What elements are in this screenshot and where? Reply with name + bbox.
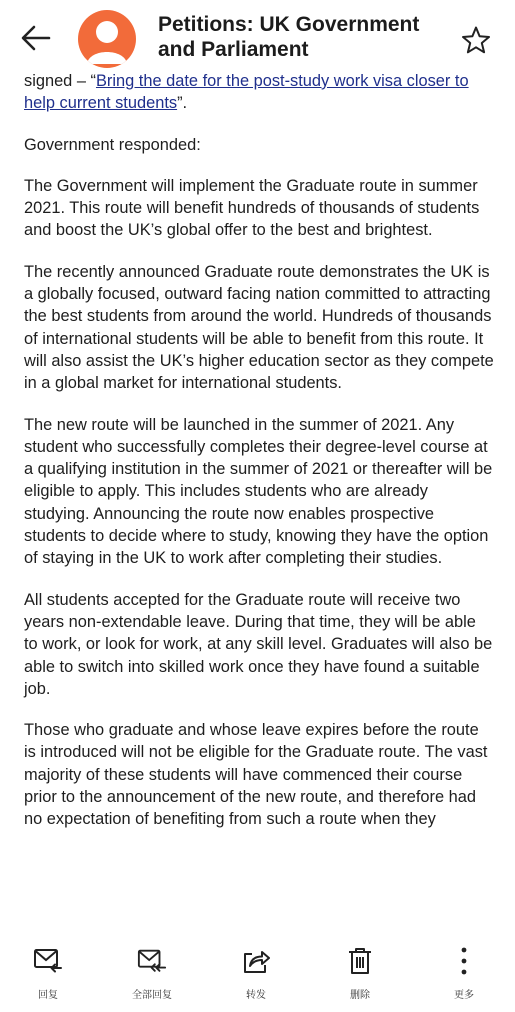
- trash-icon: [347, 946, 373, 976]
- star-icon: [461, 25, 491, 55]
- reply-all-icon: [137, 947, 167, 975]
- forward-label: 转发: [246, 990, 266, 1001]
- message-body: [24, 70, 494, 850]
- reply-button[interactable]: [18, 946, 78, 1004]
- title-line-1: Petitions: UK Government: [158, 13, 420, 36]
- reply-icon: [33, 947, 63, 975]
- reply-all-button[interactable]: [122, 946, 182, 1004]
- intro-suffix: ”.: [177, 94, 188, 113]
- sender-avatar[interactable]: [78, 10, 136, 68]
- page-title: [158, 12, 438, 62]
- delete-button[interactable]: [330, 946, 390, 1004]
- responded-heading: Government responded:: [24, 135, 201, 154]
- back-button[interactable]: [18, 20, 54, 56]
- forward-icon: [241, 947, 271, 975]
- response-paragraph-1: The Government will implement the Graduate route in summer 2021. This route will benefit hundreds of thousands of students and boost the UK’s global offer to the best and brightest.: [24, 176, 480, 240]
- response-paragraph-3: The new route will be launched in the summer of 2021. Any student who successfully completes their degree-level course at a qualifying institution in the summer of 2021 or thereafter will be eligible to apply. This includes students who are already studying. Announcing the route now enables prospective students to decide where to study, knowing they have the option of staying in the UK to work after completing their studies.: [24, 415, 493, 568]
- response-paragraph-5: Those who graduate and whose leave expires before the route is introduced will not be eligible for the Graduate route. The vast majority of these students will have commenced their course prior to the announcement of the new route, and therefore had no expectation of benefiting from such a route when they: [24, 721, 488, 829]
- more-label: 更多: [454, 990, 474, 1001]
- favorite-button[interactable]: [456, 20, 496, 60]
- title-line-2: and Parliament: [158, 38, 309, 61]
- reply-all-label: 全部回复: [132, 990, 172, 1001]
- person-icon: [78, 10, 136, 68]
- back-arrow-icon: [21, 25, 51, 51]
- more-vertical-icon: [459, 946, 469, 976]
- petition-link[interactable]: Bring the date for the post-study work visa closer to help current students: [24, 72, 469, 113]
- response-paragraph-4: All students accepted for the Graduate route will receive two years non-extendable leave. During that time, they will be able to work, or look for work, at any skill level. Graduates will also be able to switch into skilled work once they have found a suitable job.: [24, 590, 493, 698]
- app-header: [0, 0, 515, 74]
- more-button[interactable]: [434, 946, 494, 1004]
- intro-paragraph: [24, 70, 494, 115]
- intro-prefix: signed – “: [24, 72, 96, 90]
- reply-label: 回复: [38, 990, 58, 1001]
- response-paragraph-2: The recently announced Graduate route demonstrates the UK is a globally focused, outward facing nation committed to attracting the best students from around the world. Hundreds of thousands of international students will be able to benefit from this route. It will also assist the UK’s higher education sector as they compete in a global market for international students.: [24, 262, 494, 393]
- delete-label: 删除: [350, 990, 370, 1001]
- bottom-toolbar: [0, 938, 515, 1012]
- forward-button[interactable]: [226, 946, 286, 1004]
